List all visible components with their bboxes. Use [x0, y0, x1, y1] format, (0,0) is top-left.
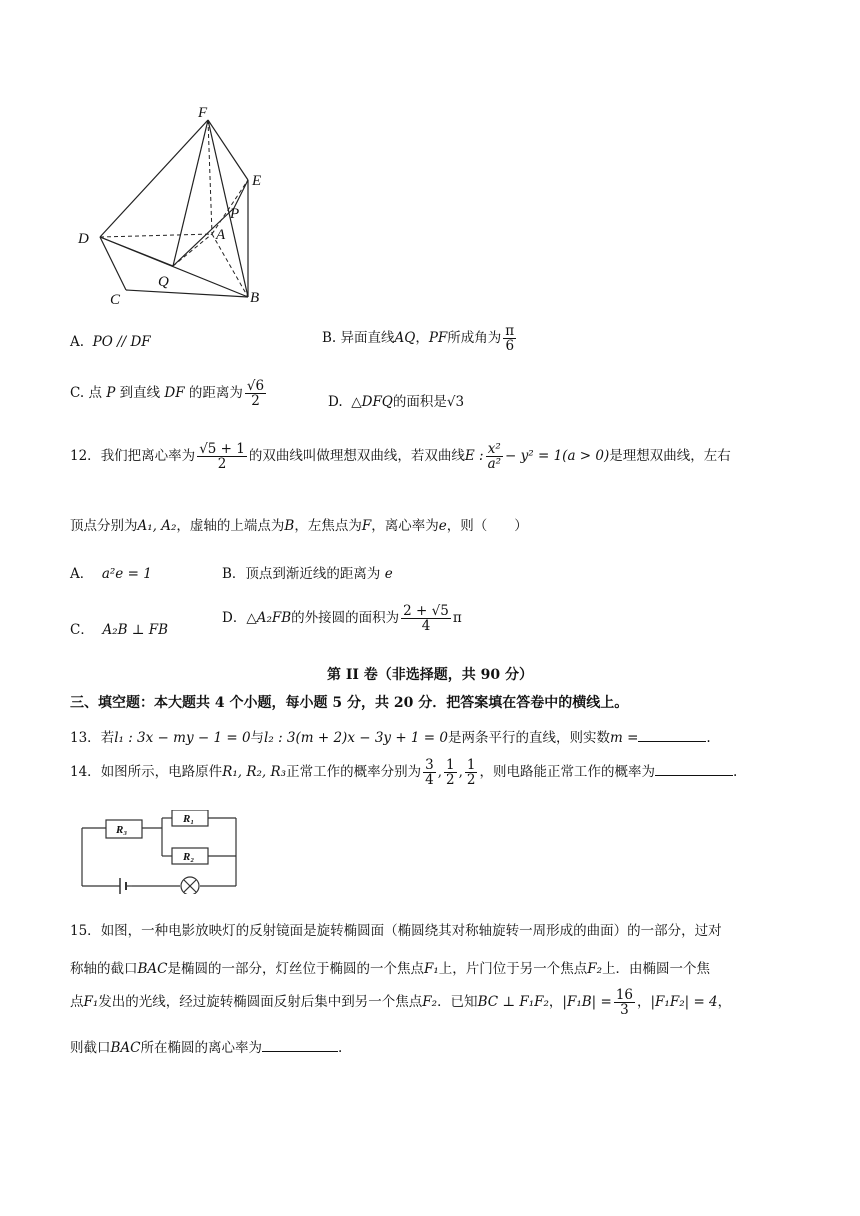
section-heading: 三、填空题：本大题共 4 个小题，每小题 5 分，共 20 分．把答案填在答卷中的横线上。	[70, 695, 629, 711]
label-A: A	[216, 227, 226, 243]
label-B: B	[250, 290, 260, 306]
q12-option-c: C． A₂B ⊥ FB	[70, 622, 169, 638]
q13-answer-blank[interactable]	[638, 741, 706, 742]
q12-option-b: B．顶点到渐近线的距离为 e	[222, 566, 393, 582]
circuit-r2-label: R₂	[183, 851, 195, 863]
q14-answer-blank[interactable]	[655, 775, 733, 776]
circuit-r3-label: R₃	[116, 824, 128, 836]
q11-option-c: C. 点 P 到直线 DF 的距离为 $\frac{√6}{2}$	[70, 378, 265, 410]
label-C: C	[110, 292, 121, 308]
label-D: D	[78, 231, 89, 247]
q12-stem-line1: 12．我们把离心率为 $\frac{√5 + 1}{2}$ 的双曲线叫做理想双曲线，若双曲线E : $\frac{\text{x²}}{\text{a²}}$ − y² = 1(a > 0)是理想双曲线，左右	[70, 441, 731, 473]
q12-option-a: A． a²e = 1	[70, 566, 152, 582]
q15-line4: 则截口BAC所在椭圆的离心率为 .	[70, 1040, 343, 1056]
q11-option-d: D. △DFQ的面积是√3	[328, 394, 465, 410]
q11-option-b: B. 异面直线AQ，PF所成角为 $\frac{\pi}{6}$	[322, 323, 515, 355]
label-P: P	[230, 206, 240, 222]
label-F: F	[198, 105, 208, 121]
q15-answer-blank[interactable]	[262, 1051, 338, 1052]
q11-option-a: A. PO // DF	[70, 334, 151, 350]
label-Q: Q	[158, 274, 169, 290]
q15-line3: 点F₁发出的光线，经过旋转椭圆面反射后集中到另一个焦点F₂．已知BC ⊥ F₁F₂，|F₁B| = $\frac{16}{3}$ ，|F₁F₂| = 4，	[70, 987, 732, 1019]
q14-stem: 14．如图所示，电路原件R₁, R₂, R₃正常工作的概率分别为 $\frac{3}{4}$ , $\frac{1}{2}$ , $\frac{1}{2}$ ，则电路能正常工作的概率为 .	[70, 757, 738, 789]
q12-option-d: D．△A₂FB的外接圆的面积为 $\frac{2 + √5}{4}$ π	[222, 603, 462, 635]
q15-line2: 称轴的截口BAC是椭圆的一部分，灯丝位于椭圆的一个焦点F₁上，片门位于另一个焦点F₂上．由椭圆一个焦	[70, 961, 711, 977]
q15-line1: 15．如图，一种电影放映灯的反射镜面是旋转椭圆面（椭圆绕其对称轴旋转一周形成的曲面）的一部分，过对	[70, 923, 722, 939]
circuit-figure	[76, 810, 246, 894]
q13-stem: 13．若l₁ : 3x − my − 1 = 0与l₂ : 3(m + 2)x − 3y + 1 = 0是两条平行的直线，则实数m = .	[70, 730, 711, 746]
section-title: 第 II 卷（非选择题，共 90 分）	[326, 667, 534, 683]
q12-stem-line2: 顶点分别为A₁, A₂，虚轴的上端点为B，左焦点为F，离心率为e，则（ ）	[70, 518, 528, 534]
pyramid-figure	[70, 100, 280, 310]
label-E: E	[252, 173, 262, 189]
circuit-r1-label: R₁	[183, 813, 195, 825]
